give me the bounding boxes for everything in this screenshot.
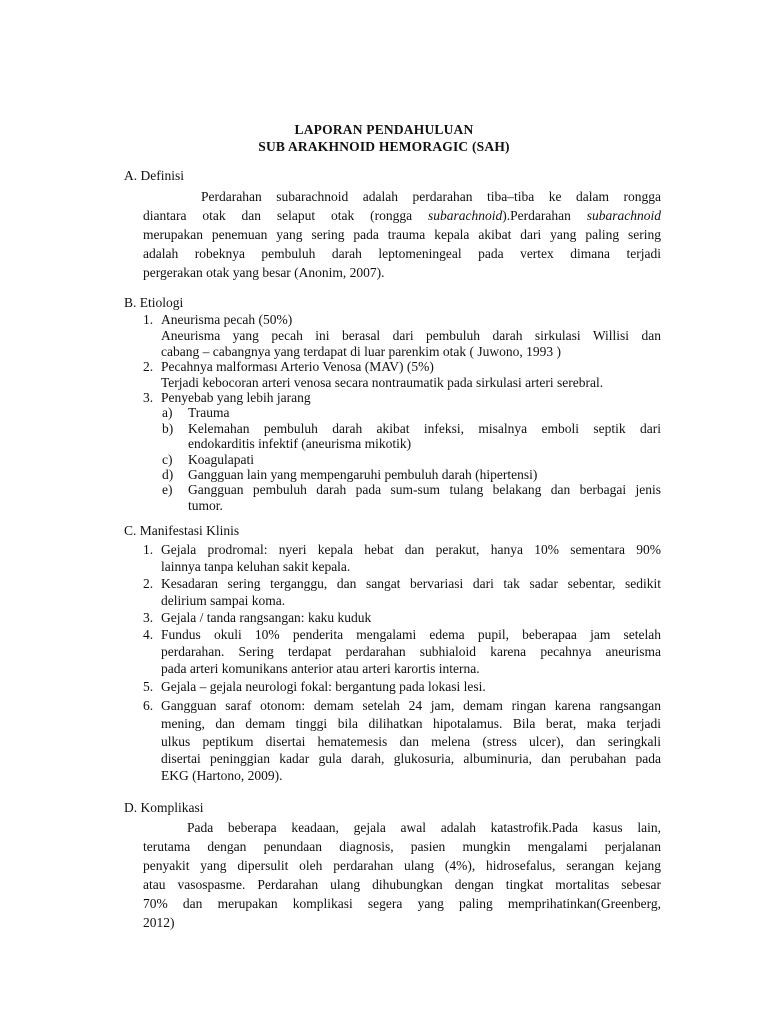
komplikasi-line-1	[143, 818, 661, 837]
komplikasi-line-6: 2012)	[143, 915, 175, 930]
list-item-line: Gangguan saraf otonom: demam setelah 24 jam, demam ringan karena rangsangan	[161, 698, 661, 713]
list-item-title: Aneurisma pecah (50%)	[161, 312, 293, 327]
definisi-line-3: merupakan penemuan yang sering pada trauma kepala akibat dari yang paling sering	[143, 227, 661, 242]
list-item-title: Pecahnya malforması Arterio Venosa (MAV) (5%)	[161, 359, 434, 374]
definisi-text: ).Perdarahan	[502, 208, 587, 223]
list-item-line: Gejala – gejala neurologi fokal: bergantung pada lokasi lesi.	[161, 679, 486, 694]
sub-list-text: Kelemahan pembuluh darah akibat infeksi, misalnya emboli septik dari	[188, 421, 661, 436]
komplikasi-line-2: terutama dengan penundaan diagnosis, pasien mungkin mengalami perjalanan	[143, 839, 661, 854]
list-item-line: ulkus peptikum disertai hematemesis dan melena (stress ulcer), dan seringkali	[161, 734, 661, 749]
sub-list-text: Koagulapati	[188, 452, 254, 467]
list-item-line: pada arteri komunikans anterior atau arteri karortis interna.	[161, 661, 480, 676]
section-heading-manifestasi: C. Manifestasi Klinis	[124, 523, 240, 538]
list-item-line: Fundus okuli 10% penderita mengalami edema pupil, beberapaa jam setelah	[161, 627, 661, 642]
definisi-line-1	[143, 187, 661, 206]
list-item-line: EKG (Hartono, 2009).	[161, 768, 283, 783]
sub-list-letter: c)	[162, 452, 173, 467]
section-heading-etiologi: B. Etiologi	[124, 295, 184, 310]
sub-list-letter: b)	[162, 421, 174, 436]
list-item-line: delirium sampai koma.	[161, 593, 286, 608]
list-number: 6.	[143, 698, 154, 713]
list-item-desc-line: cabang – cabangnya yang terdapat di luar parenkim otak ( Juwono, 1993 )	[161, 344, 561, 359]
definisi-italic-term: subarachnoid	[428, 208, 503, 223]
komplikasi-line-3: penyakit yang dipersulit oleh perdarahan ulang (4%), hidrosefalus, serangan kejang	[143, 858, 661, 873]
sub-list-text: Gangguan lain yang mempengaruhi pembuluh darah (hipertensi)	[188, 467, 538, 482]
list-item-title: Penyebab yang lebih jarang	[161, 390, 311, 405]
list-number: 1.	[143, 312, 154, 327]
list-number: 1.	[143, 542, 154, 557]
list-item-line: Gejala / tanda rangsangan: kaku kuduk	[161, 610, 372, 625]
definisi-line-2	[143, 206, 661, 225]
definisi-line-4: adalah robeknya pembuluh darah leptomeningeal pada vertex dimana terjadi	[143, 246, 661, 261]
list-number: 2.	[143, 576, 154, 591]
document-title-line-2: SUB ARAKHNOID HEMORAGIC (SAH)	[258, 139, 510, 154]
list-item-line: mening, dan demam tinggi bila dilihatkan hipotalamus. Bila berat, maka terjadi	[161, 716, 661, 731]
definisi-text: diantara otak dan selaput otak (rongga	[143, 208, 429, 223]
list-item-line: Gejala prodromal: nyeri kepala hebat dan perakut, hanya 10% sementara 90%	[161, 542, 661, 557]
list-item-desc-line: Terjadi kebocoran arteri venosa secara nontraumatik pada sirkulasi arteri serebral.	[161, 375, 604, 390]
list-item-line: Kesadaran sering terganggu, dan sangat bervariasi dari tak sadar sebentar, sedikit	[161, 576, 661, 591]
list-number: 2.	[143, 359, 154, 374]
list-item-desc-line: Aneurisma yang pecah ini berasal dari pembuluh darah sirkulasi Willisi dan	[161, 328, 661, 343]
section-heading-definisi: A. Definisi	[124, 168, 184, 183]
list-item-line: lainnya tanpa keluhan sakit kepala.	[161, 559, 351, 574]
sub-list-text: tumor.	[188, 498, 223, 513]
sub-list-letter: d)	[162, 467, 174, 482]
komplikasi-line-5: 70% dan merupakan komplikasi segera yang paling memprihatinkan(Greenberg,	[143, 896, 661, 911]
sub-list-letter: a)	[162, 405, 173, 420]
list-number: 3.	[143, 610, 154, 625]
section-heading-komplikasi: D. Komplikasi	[124, 800, 204, 815]
definisi-text: Perdarahan subarachnoid adalah perdarahan tiba–tiba ke dalam rongga	[201, 189, 661, 204]
list-number: 5.	[143, 679, 154, 694]
sub-list-text: Trauma	[188, 405, 230, 420]
list-item-line: disertai peninggian kadar gula darah, glukosuria, albuminuria, dan perubahan pada	[161, 751, 661, 766]
sub-list-text: Gangguan pembuluh darah pada sum-sum tulang belakang dan berbagai jenis	[188, 482, 661, 497]
document-title-line-1: LAPORAN PENDAHULUAN	[294, 122, 474, 137]
definisi-line-5: pergerakan otak yang besar (Anonim, 2007).	[143, 265, 385, 280]
list-number: 4.	[143, 627, 154, 642]
komplikasi-text: Pada beberapa keadaan, gejala awal adalah katastrofik.Pada kasus lain,	[187, 820, 661, 835]
komplikasi-line-4: atau vasospasme. Perdarahan ulang dihubungkan dengan tingkat mortalitas sebesar	[143, 877, 661, 892]
list-item-line: perdarahan. Sering terdapat perdarahan subhialoid karena pecahnya aneurisma	[161, 644, 661, 659]
definisi-italic-term: subarachnoid	[586, 208, 661, 223]
list-number: 3.	[143, 390, 154, 405]
sub-list-text: endokarditis infektif (aneurisma mikotik)	[188, 436, 412, 451]
sub-list-letter: e)	[162, 482, 173, 497]
